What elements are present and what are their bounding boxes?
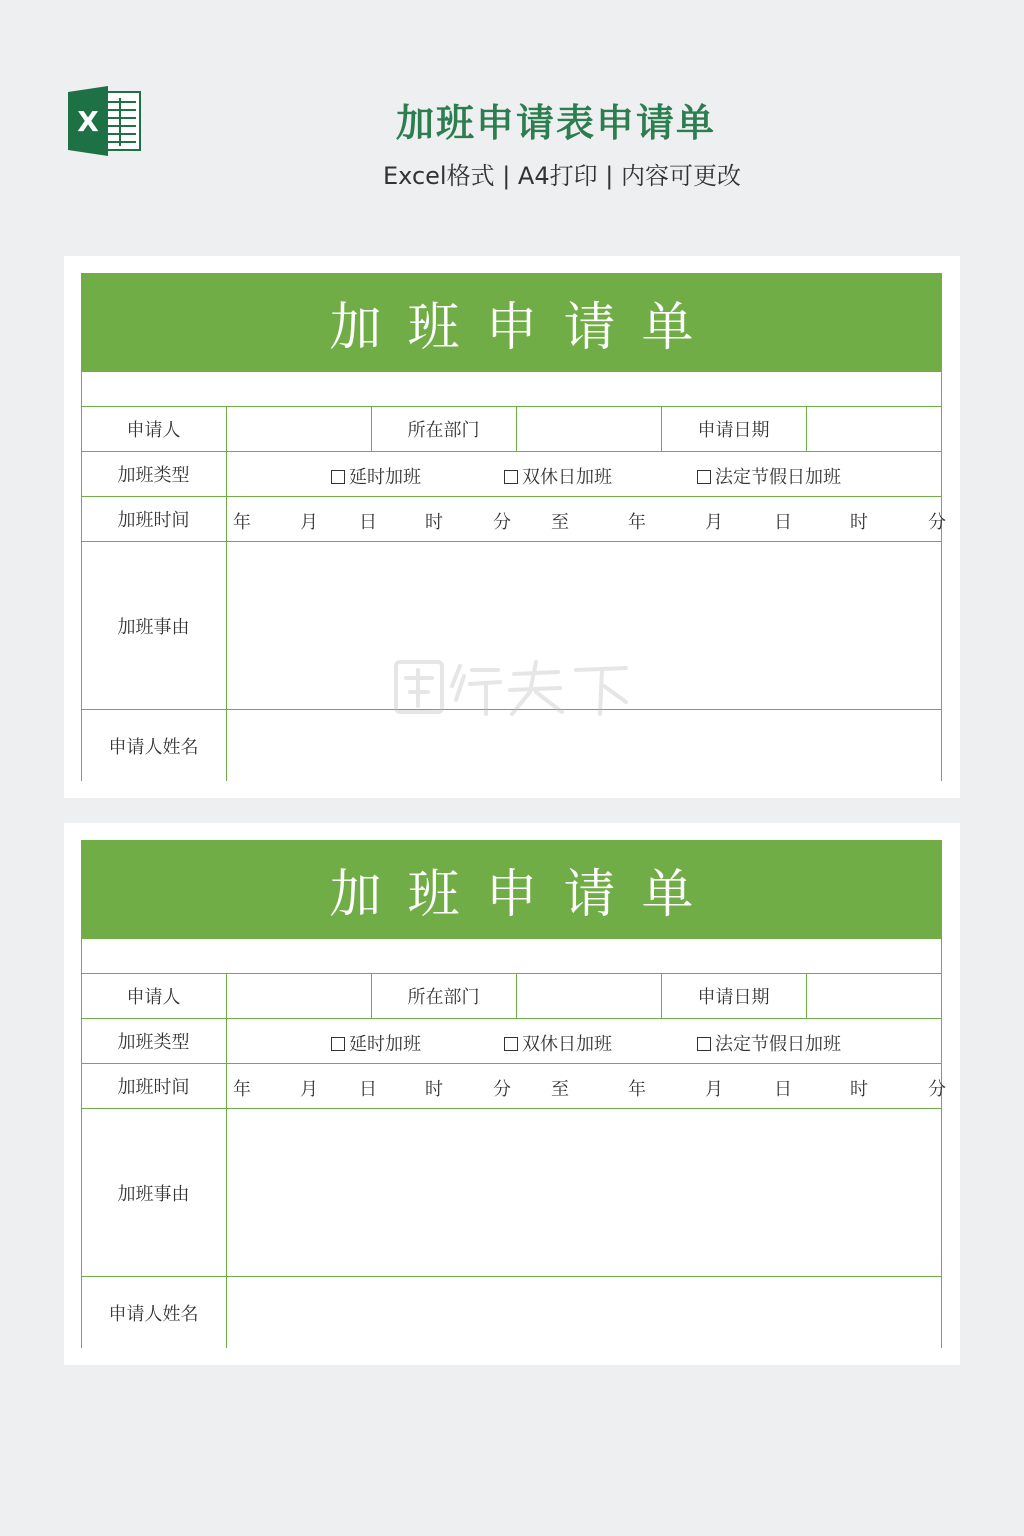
applicant-field[interactable]	[227, 407, 371, 451]
unit-hour: 时	[425, 512, 443, 533]
form-banner	[81, 273, 942, 372]
excel-icon-letter: X	[77, 105, 99, 138]
unit-hour: 时	[425, 1079, 443, 1100]
reason-label: 加班事由	[117, 616, 190, 638]
checkbox-icon[interactable]	[331, 1037, 345, 1051]
date-label: 申请日期	[697, 987, 770, 1008]
unit-hour: 时	[850, 1079, 868, 1100]
checkbox-icon[interactable]	[697, 470, 711, 484]
time-label: 加班时间	[117, 510, 190, 531]
form-card-2	[64, 823, 960, 1365]
department-label: 所在部门	[407, 987, 480, 1008]
option-overtime[interactable]: 延时加班	[331, 463, 421, 489]
unit-year: 年	[628, 512, 646, 533]
unit-day: 日	[359, 512, 377, 533]
option-overtime[interactable]: 延时加班	[331, 1030, 421, 1056]
unit-to: 至	[551, 1079, 569, 1100]
unit-month: 月	[705, 512, 723, 533]
type-label: 加班类型	[117, 1032, 190, 1053]
unit-to: 至	[551, 512, 569, 533]
unit-minute: 分	[493, 1079, 511, 1100]
page-title: 加班申请表申请单	[395, 101, 716, 145]
department-label: 所在部门	[407, 420, 480, 441]
type-label: 加班类型	[117, 465, 190, 486]
applicant-field[interactable]	[227, 974, 371, 1018]
checkbox-icon[interactable]	[504, 470, 518, 484]
checkbox-icon[interactable]	[697, 1037, 711, 1051]
department-field[interactable]	[517, 407, 661, 451]
department-field[interactable]	[517, 974, 661, 1018]
date-field[interactable]	[807, 974, 941, 1018]
unit-month: 月	[300, 1079, 318, 1100]
reason-label: 加班事由	[117, 1183, 190, 1205]
time-label: 加班时间	[117, 1077, 190, 1098]
unit-minute: 分	[928, 1079, 946, 1100]
name-field[interactable]	[227, 1277, 941, 1348]
unit-minute: 分	[928, 512, 946, 533]
form-banner	[81, 840, 942, 939]
unit-month: 月	[300, 512, 318, 533]
applicant-label: 申请人	[126, 420, 181, 441]
form-banner-title: 加班申请单	[329, 865, 720, 925]
unit-minute: 分	[493, 512, 511, 533]
overtime-form	[81, 840, 946, 1348]
name-label: 申请人姓名	[108, 1303, 199, 1325]
name-label: 申请人姓名	[108, 736, 199, 758]
unit-year: 年	[628, 1079, 646, 1100]
unit-month: 月	[705, 1079, 723, 1100]
checkbox-icon[interactable]	[504, 1037, 518, 1051]
unit-day: 日	[774, 512, 792, 533]
applicant-label: 申请人	[126, 987, 181, 1008]
checkbox-icon[interactable]	[331, 470, 345, 484]
option-weekend[interactable]: 双休日加班	[504, 463, 612, 489]
unit-hour: 时	[850, 512, 868, 533]
watermark	[390, 652, 640, 722]
date-label: 申请日期	[697, 420, 770, 441]
unit-day: 日	[359, 1079, 377, 1100]
option-holiday[interactable]: 法定节假日加班	[697, 1030, 841, 1056]
unit-year: 年	[233, 512, 251, 533]
reason-field[interactable]	[227, 1109, 941, 1276]
option-holiday[interactable]: 法定节假日加班	[697, 463, 841, 489]
unit-day: 日	[774, 1079, 792, 1100]
unit-year: 年	[233, 1079, 251, 1100]
page-subtitle: Excel格式 | A4打印 | 内容可更改	[383, 162, 741, 190]
option-weekend[interactable]: 双休日加班	[504, 1030, 612, 1056]
form-banner-title: 加班申请单	[329, 298, 720, 358]
date-field[interactable]	[807, 407, 941, 451]
